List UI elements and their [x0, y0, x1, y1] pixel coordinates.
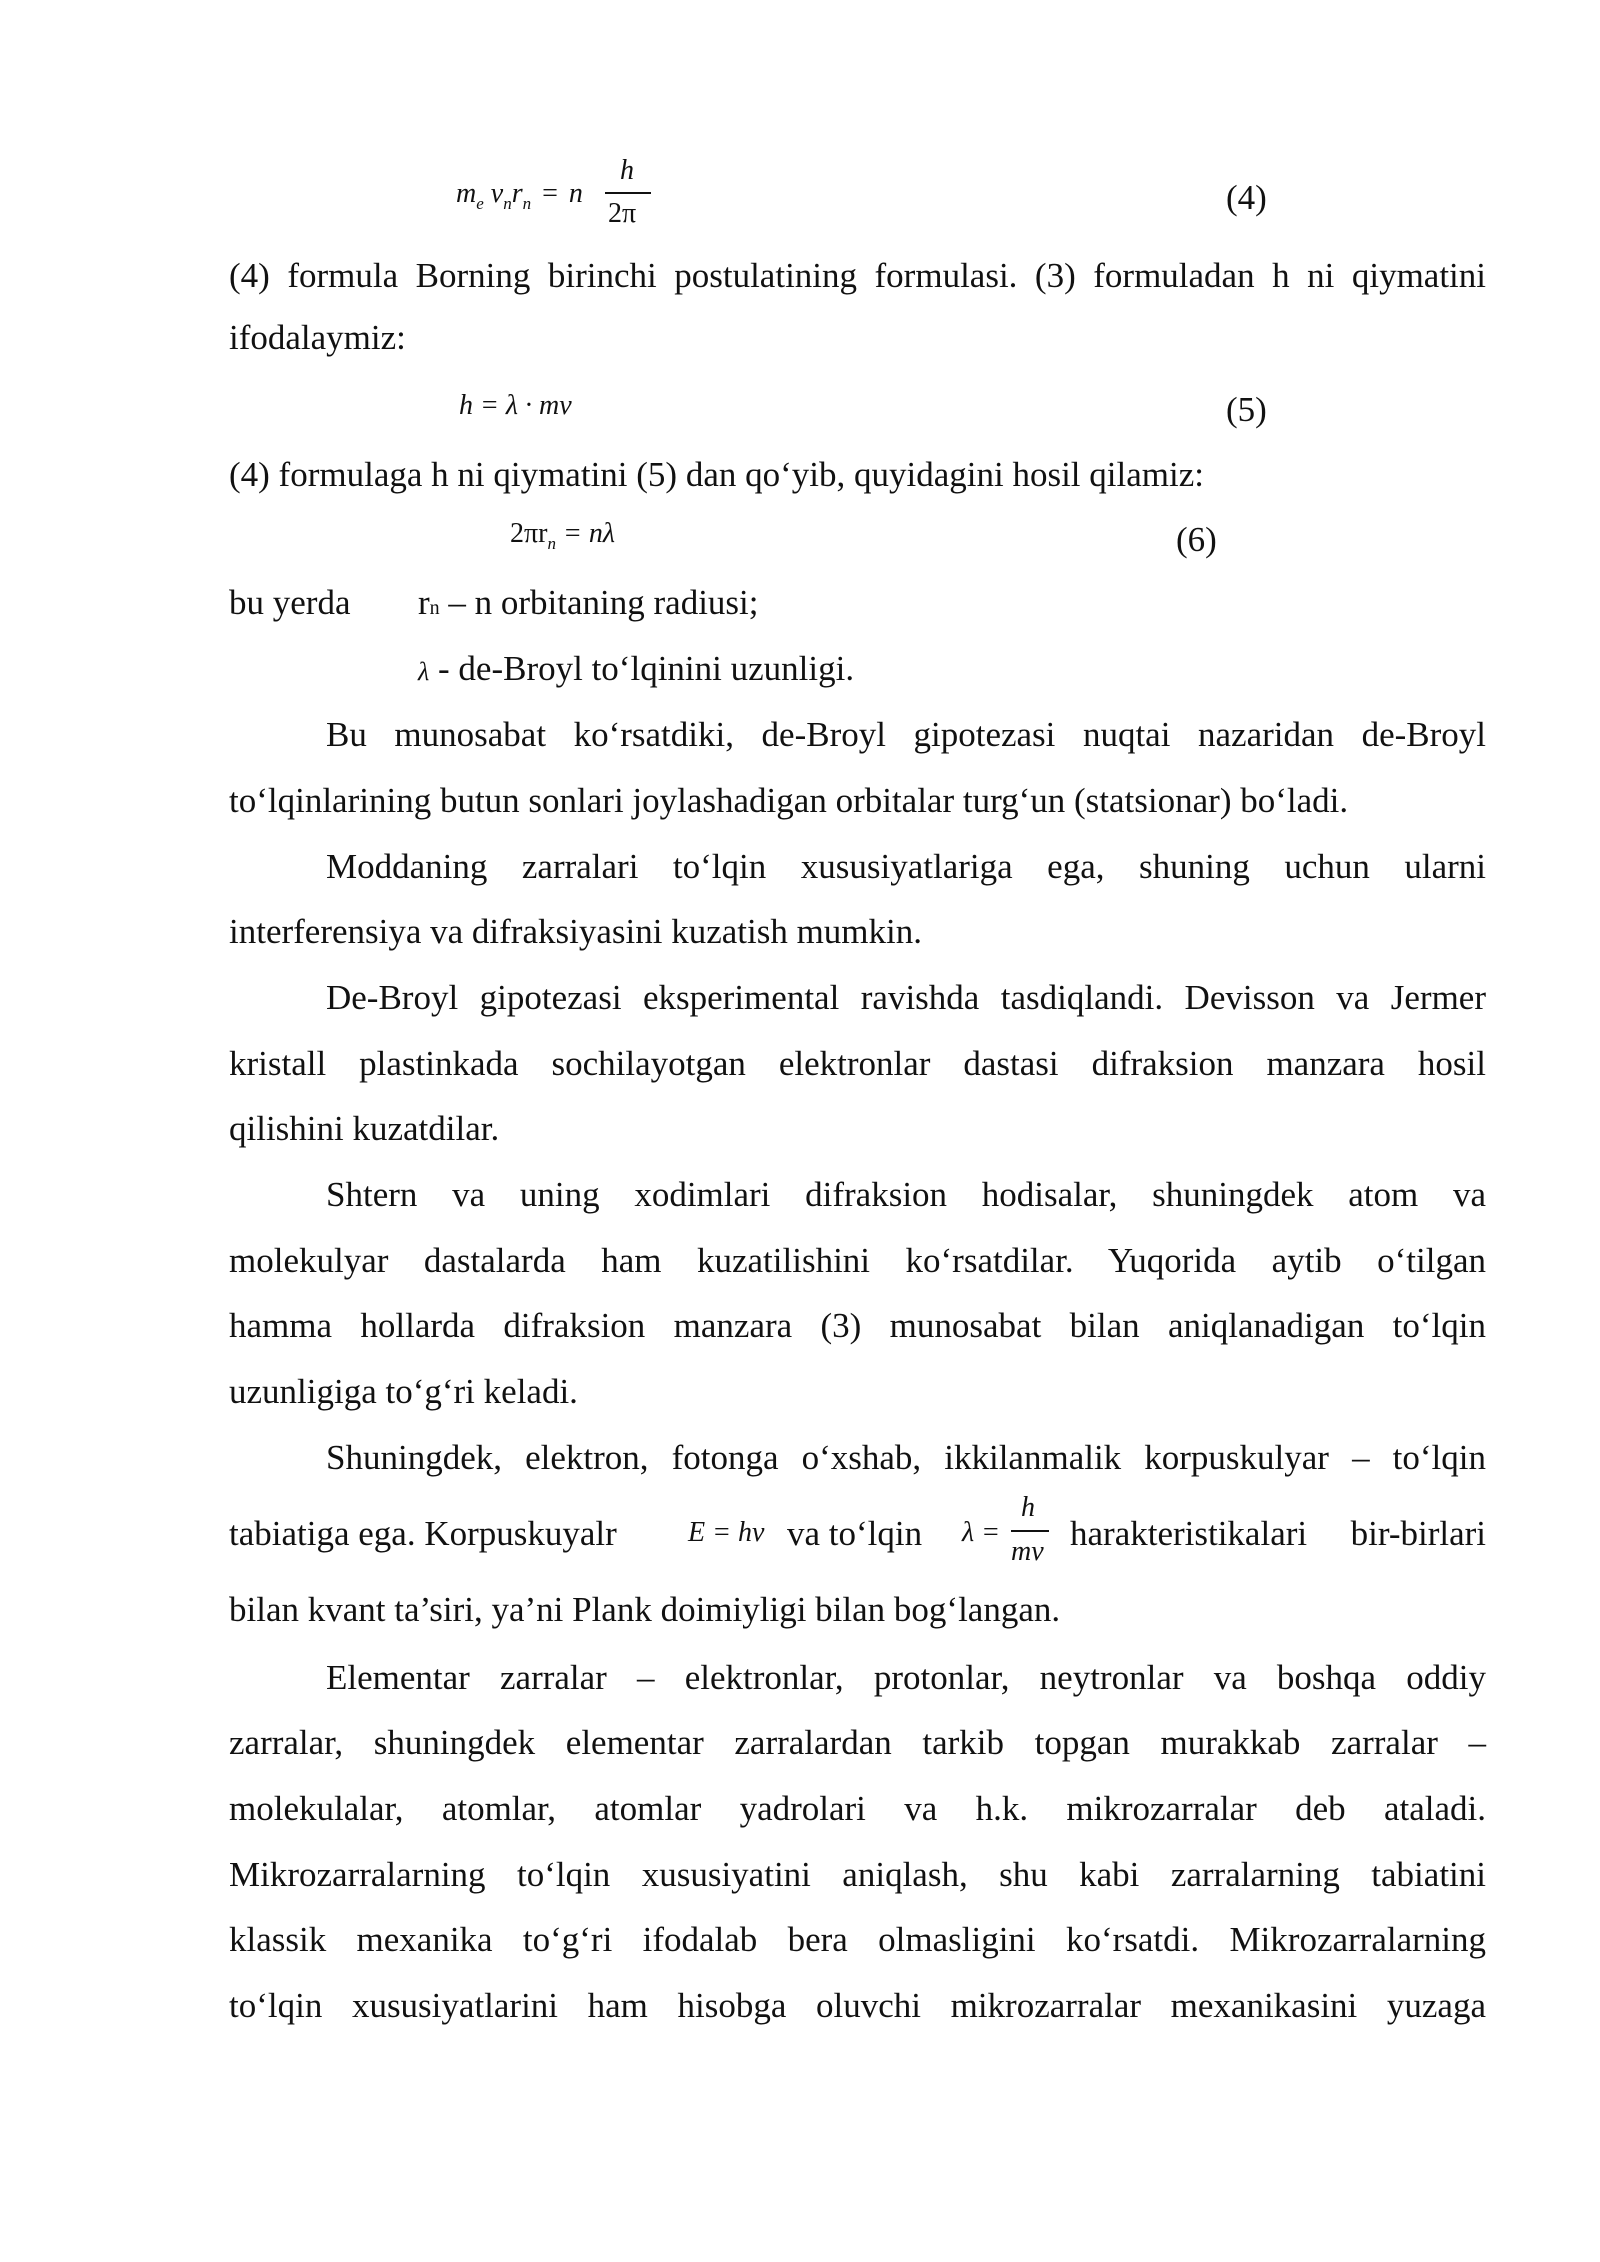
eq6-lhs-sub: n [547, 534, 556, 553]
text-line: interferensiya va difraksiyasini kuzatish mumkin. [229, 912, 923, 951]
text-segment: tabiatiga ega. Korpuskuyalr [229, 1514, 617, 1553]
text-line: qilishini kuzatdilar. [229, 1109, 500, 1148]
text-line: uzunligiga to‘g‘ri keladi. [229, 1372, 578, 1411]
inline-fraction-numerator: h [1021, 1492, 1035, 1523]
eq4-number: (4) [1226, 178, 1267, 217]
text-line: De-Broyl gipotezasi eksperimental ravishda tasdiqlandi. Devisson va Jermer [326, 978, 1486, 1017]
eq4-sub-e: e [476, 194, 484, 213]
text-line: (4) formulaga h ni qiymatini (5) dan qo‘yib, quyidagini hosil qilamiz: [229, 455, 1204, 494]
inline-fraction-bar [1011, 1530, 1049, 1532]
text-line: Shuningdek, elektron, fotonga o‘xshab, ikkilanmalik korpuskulyar – to‘lqin [326, 1438, 1486, 1477]
inline-fraction-denominator: mv [1011, 1536, 1044, 1567]
text-line: Mikrozarralarning to‘lqin xususiyatini aniqlash, shu kabi zarralarning tabiatini [229, 1855, 1486, 1894]
eq6-rhs: = nλ [562, 518, 615, 549]
def2-symbol: λ [418, 657, 430, 686]
text-segment: harakteristikalari bir-birlari [1070, 1514, 1486, 1553]
eq4-sub-n1: n [503, 194, 512, 213]
def1-symbol: r [418, 583, 430, 622]
text-line: Bu munosabat ko‘rsatdiki, de-Broyl gipotezasi nuqtai nazaridan de-Broyl [326, 715, 1486, 754]
text-line: Elementar zarralar – elektronlar, protonlar, neytronlar va boshqa oddiy [326, 1658, 1486, 1697]
text-line: to‘lqinlarining butun sonlari joylashadigan orbitalar turg‘un (statsionar) bo‘ladi. [229, 781, 1349, 820]
text-line: (4) formula Borning birinchi postulatining formulasi. (3) formuladan h ni qiymatini [229, 256, 1486, 295]
text-line: Moddaning zarralari to‘lqin xususiyatlariga ega, shuning uchun ularni [326, 847, 1486, 886]
eq4-rhs-n: n [568, 178, 583, 209]
eq4-equals: = [542, 178, 558, 209]
equation-5: h = λ · mv [459, 390, 572, 421]
eq4-fraction-bar [605, 192, 651, 194]
eq4-lhs [456, 178, 583, 213]
definitions-lead: bu yerda [229, 583, 351, 622]
text-line: Shtern va uning xodimlari difraksion hodisalar, shuningdek atom va [326, 1175, 1486, 1214]
eq6-lhs: 2πr [510, 518, 548, 549]
text-line: molekulalar, atomlar, atomlar yadrolari va h.k. mikrozarralar deb ataladi. [229, 1789, 1486, 1828]
text-line: zarralar, shuningdek elementar zarralardan tarkib topgan murakkab zarralar – [229, 1723, 1486, 1762]
definition-lambda [418, 651, 854, 686]
text-line: to‘lqin xususiyatlarini ham hisobga oluvchi mikrozarralar mexanikasini yuzaga [229, 1986, 1486, 2025]
eq4-v: v [490, 178, 504, 209]
text-line: molekulyar dastalarda ham kuzatilishini ko‘rsatdilar. Yuqorida aytib o‘tilgan [229, 1241, 1486, 1280]
def2-text: - de-Broyl to‘lqinini uzunligi. [438, 649, 855, 688]
eq4-r: r [511, 178, 523, 209]
eq4-numerator: h [620, 155, 634, 186]
inline-equation-lambda: λ = [962, 1517, 1001, 1548]
text-line: kristall plastinkada sochilayotgan elektronlar dastasi difraksion manzara hosil [229, 1044, 1486, 1083]
eq4-sub-n2: n [522, 194, 532, 213]
text-line: bilan kvant ta’siri, ya’ni Plank doimiyligi bilan bog‘langan. [229, 1590, 1061, 1629]
definition-r [418, 585, 759, 620]
def1-subscript: n [429, 597, 440, 619]
text-line: klassik mexanika to‘g‘ri ifodalab bera olmasligini ko‘rsatdi. Mikrozarralarning [229, 1920, 1486, 1959]
text-line: ifodalaymiz: [229, 318, 406, 357]
text-line: hamma hollarda difraksion manzara (3) munosabat bilan aniqlanadigan to‘lqin [229, 1306, 1486, 1345]
eq5-number: (5) [1226, 390, 1267, 429]
eq4-m: m [456, 178, 477, 209]
eq6-number: (6) [1176, 520, 1217, 559]
equation-6 [510, 518, 615, 553]
text-segment: va to‘lqin [787, 1514, 923, 1553]
inline-equation-energy: E = hν [688, 1517, 765, 1548]
def1-text: – n orbitaning radiusi; [448, 583, 759, 622]
eq4-denominator: 2π [608, 198, 637, 229]
